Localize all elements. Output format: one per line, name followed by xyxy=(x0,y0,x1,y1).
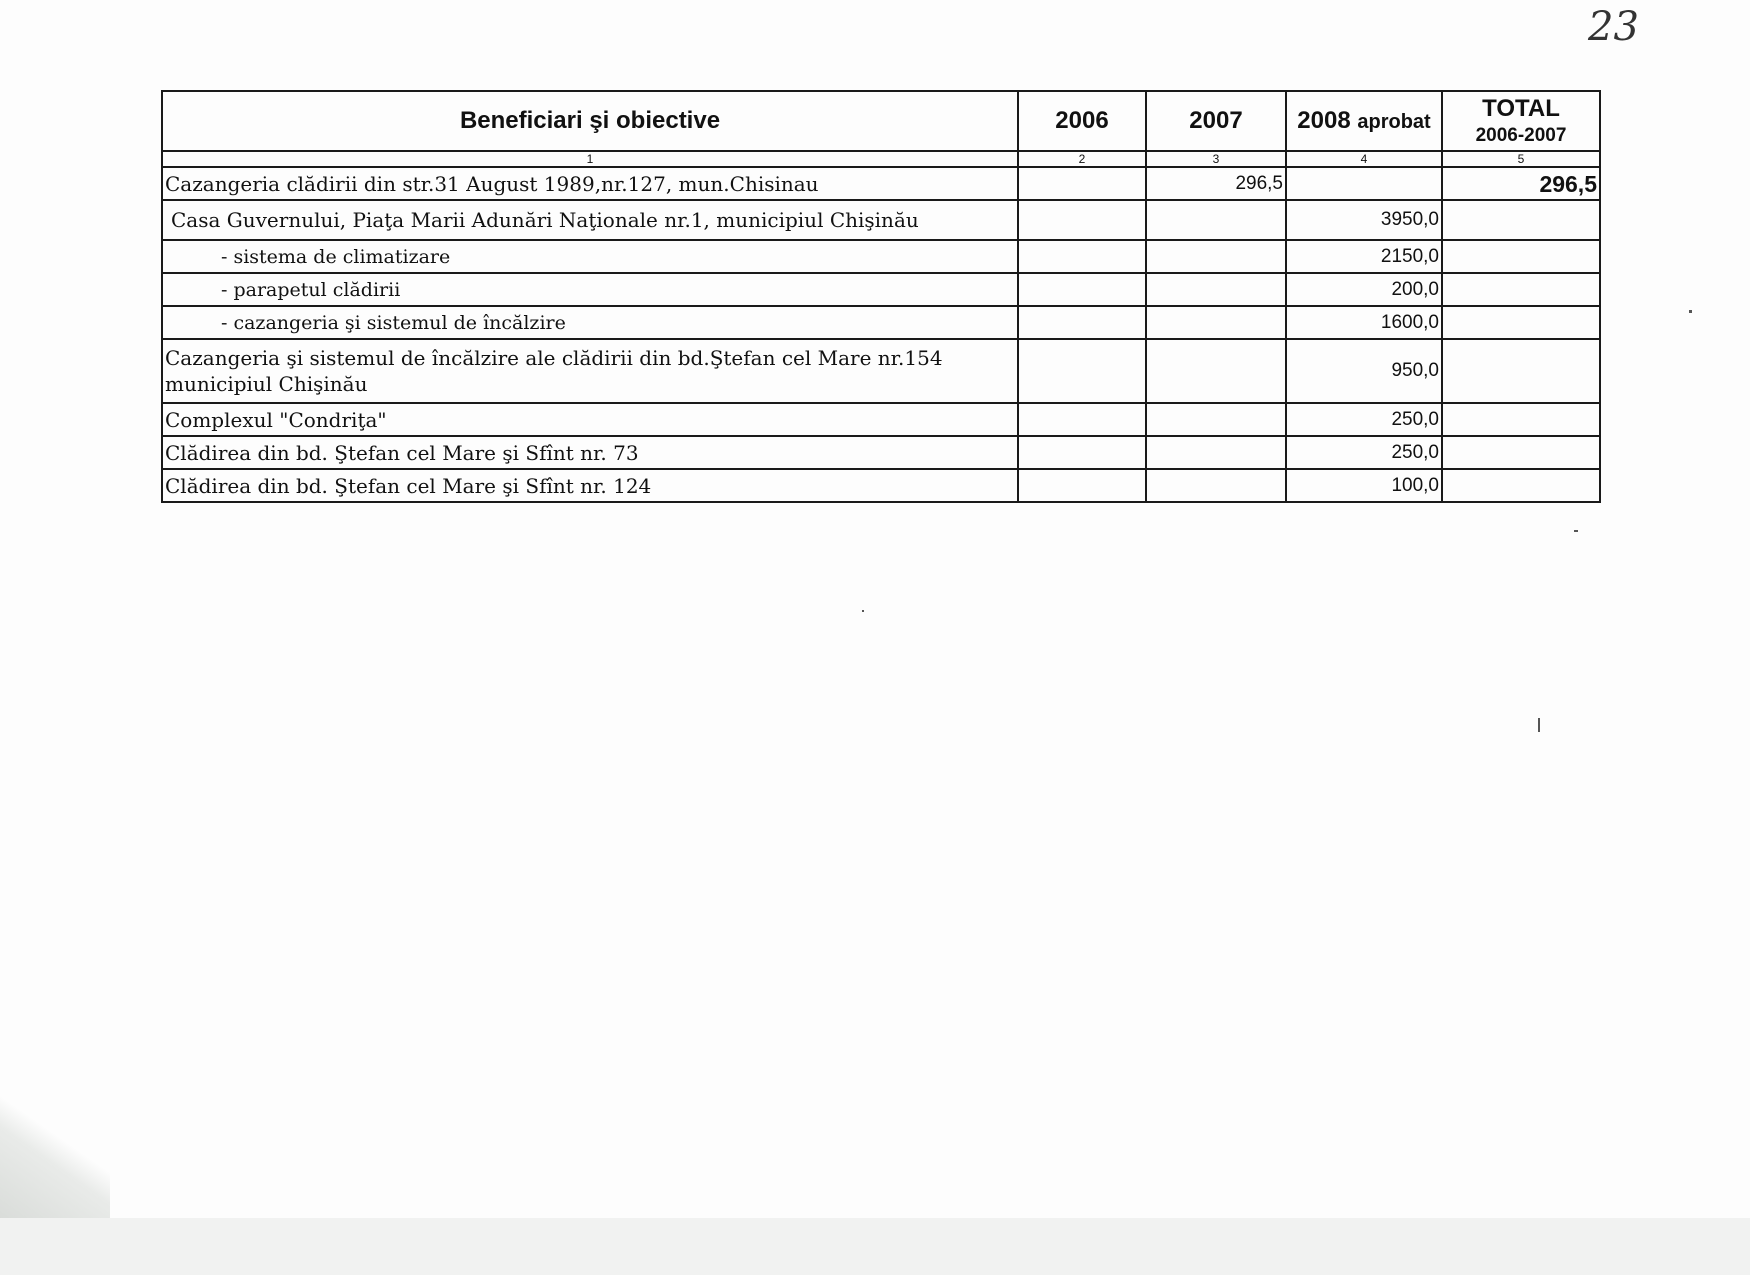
table-row xyxy=(162,306,1600,339)
cell-2008: 2150,0 xyxy=(1286,240,1442,273)
cell-total xyxy=(1442,339,1600,403)
cell-2006 xyxy=(1018,306,1146,339)
cell-2006 xyxy=(1018,200,1146,240)
cell-total xyxy=(1442,306,1600,339)
cell-2007 xyxy=(1146,306,1286,339)
cell-total xyxy=(1442,273,1600,306)
row-name: Cazangeria şi sistemul de încălzire ale clădirii din bd.Ştefan cel Mare nr.154 municipiul Chişinău xyxy=(162,339,1018,403)
row-name: - parapetul clădirii xyxy=(162,273,1018,306)
table-row xyxy=(162,339,1600,403)
cell-2008: 250,0 xyxy=(1286,436,1442,469)
cell-total xyxy=(1442,436,1600,469)
header-2006: 2006 xyxy=(1018,91,1146,151)
scan-speck xyxy=(1538,718,1540,732)
cell-2007 xyxy=(1146,403,1286,436)
scan-bottom-edge xyxy=(0,1218,1750,1275)
cell-2007 xyxy=(1146,240,1286,273)
row-name: Clădirea din bd. Ştefan cel Mare şi Sfînt nr. 124 xyxy=(162,469,1018,502)
cell-2008: 250,0 xyxy=(1286,403,1442,436)
cell-2008: 950,0 xyxy=(1286,339,1442,403)
cell-2007 xyxy=(1146,339,1286,403)
cell-2006 xyxy=(1018,273,1146,306)
row-name: - cazangeria şi sistemul de încălzire xyxy=(162,306,1018,339)
table-row xyxy=(162,240,1600,273)
column-number: 5 xyxy=(1442,151,1600,167)
cell-total xyxy=(1442,200,1600,240)
header-2008-year: 2008 xyxy=(1297,107,1351,134)
scan-speck xyxy=(1689,310,1692,313)
cell-2008 xyxy=(1286,167,1442,200)
column-number: 4 xyxy=(1286,151,1442,167)
table-row xyxy=(162,167,1600,200)
cell-2006 xyxy=(1018,167,1146,200)
cell-2007 xyxy=(1146,436,1286,469)
cell-2007 xyxy=(1146,200,1286,240)
header-2007: 2007 xyxy=(1146,91,1286,151)
handwritten-page-number: 23 xyxy=(1588,4,1639,50)
scan-speck xyxy=(1574,530,1578,532)
header-total-title: TOTAL xyxy=(1482,95,1560,122)
cell-2006 xyxy=(1018,436,1146,469)
column-number: 1 xyxy=(162,151,1018,167)
row-name: Complexul "Condriţa" xyxy=(162,403,1018,436)
cell-2008: 200,0 xyxy=(1286,273,1442,306)
row-name: Casa Guvernului, Piaţa Marii Adunări Naţionale nr.1, municipiul Chişinău xyxy=(162,200,1018,240)
cell-2008: 1600,0 xyxy=(1286,306,1442,339)
column-number-row xyxy=(162,151,1600,167)
cell-2007 xyxy=(1146,273,1286,306)
table-row xyxy=(162,200,1600,240)
column-number: 3 xyxy=(1146,151,1286,167)
header-total xyxy=(1442,91,1600,151)
page-fold-shadow xyxy=(0,1090,110,1220)
cell-2007 xyxy=(1146,469,1286,502)
cell-total xyxy=(1442,469,1600,502)
table-row xyxy=(162,469,1600,502)
cell-2008: 3950,0 xyxy=(1286,200,1442,240)
cell-2006 xyxy=(1018,240,1146,273)
table-row xyxy=(162,403,1600,436)
cell-total: 296,5 xyxy=(1442,167,1600,200)
table-row xyxy=(162,273,1600,306)
header-2008-aprobat xyxy=(1286,91,1442,151)
cell-2006 xyxy=(1018,403,1146,436)
cell-total xyxy=(1442,240,1600,273)
column-number: 2 xyxy=(1018,151,1146,167)
cell-total xyxy=(1442,403,1600,436)
header-total-range: 2006-2007 xyxy=(1475,125,1567,146)
budget-table xyxy=(161,90,1601,503)
cell-2007: 296,5 xyxy=(1146,167,1286,200)
table-row xyxy=(162,436,1600,469)
row-name: Cazangeria clădirii din str.31 August 1989,nr.127, mun.Chisinau xyxy=(162,167,1018,200)
row-name: Clădirea din bd. Ştefan cel Mare şi Sfînt nr. 73 xyxy=(162,436,1018,469)
cell-2006 xyxy=(1018,469,1146,502)
table-header-row xyxy=(162,91,1600,151)
header-2008-note: aprobat xyxy=(1357,111,1431,133)
header-beneficiari: Beneficiari şi obiective xyxy=(162,91,1018,151)
cell-2006 xyxy=(1018,339,1146,403)
scan-speck xyxy=(862,610,864,612)
row-name: - sistema de climatizare xyxy=(162,240,1018,273)
cell-2008: 100,0 xyxy=(1286,469,1442,502)
